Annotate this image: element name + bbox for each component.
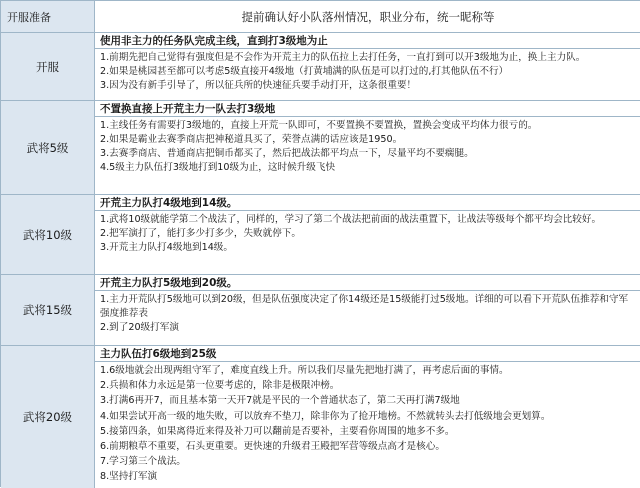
section-line: 1.前期先把自己觉得有强度但是不会作为开荒主力的队伍拉上去打任务，一直打到可以开3级地为止，换上主力队。 (100, 52, 586, 63)
section-line: 2.如果是霸业去赛季商店把神秘道具买了，荣誉点满的话应该是1950。 (100, 133, 403, 145)
section-title: 使用非主力的任务队完成主线，直到打3级地为止 (95, 33, 640, 49)
section-label: 武将20级 (1, 346, 95, 488)
section-label: 武将5级 (1, 101, 95, 194)
section-line: 1.6级地就会出现两组守军了，难度直线上升。所以我们尽量先把地打满了，再考虑后面的事情。 (100, 365, 509, 376)
section-label: 武将15级 (1, 275, 95, 345)
section-line: 1.主线任务有需要打3级地的，直接上开荒一队即可，不要置换不要置换，置换会变成平均体力很亏的。 (100, 120, 538, 131)
section-title: 开荒主力队打4级地到14级。 (95, 195, 640, 211)
section-line: 3.打满6再开7，而且基本第一天开7就是平民的一个普通状态了，第二天再打满7级地 (100, 395, 460, 407)
section-row-level5 (1, 101, 640, 195)
section-line: 2.兵损和体力永远是第一位要考虑的，除非是极限冲榜。 (100, 380, 340, 392)
header-row (1, 1, 640, 33)
section-title: 不置换直接上开荒主力一队去打3级地 (95, 101, 640, 117)
section-line: 1.主力开荒队打5级地可以到20级，但是队伍强度决定了你14级还是15级能打过5级地。详细的可以看下开荒队伍推荐和守军强度推荐表 (100, 294, 629, 319)
section-line: 2.把军演打了，能打多少打多少，失败就停下。 (100, 227, 302, 239)
header-note-cell: 提前确认好小队落州情况，职业分布，统一昵称等 (241, 9, 495, 24)
section-content (95, 101, 640, 194)
section-label: 武将10级 (1, 195, 95, 274)
section-row-level20 (1, 346, 640, 488)
section-line: 3.开荒主力队打4级地到14级。 (100, 241, 233, 253)
section-line: 3.因为没有新手引导了，所以征兵所的快速征兵要手动打开，这条很重要！ (100, 79, 417, 91)
header-prep-cell: 开服准备 (1, 1, 95, 32)
section-label: 开服 (1, 33, 95, 100)
section-body (95, 117, 640, 177)
section-line: 2.到了20级打军演 (100, 321, 179, 333)
section-line: 2.如果是桃园甚至都可以考虑5级直接开4级地（打黄埔满的队伍是可以打过的,打其他队伍不行） (100, 65, 509, 77)
section-content (95, 275, 640, 345)
section-content (95, 195, 640, 274)
section-content (95, 33, 640, 100)
section-line: 5.接第四条，如果离得近来得及补刀可以翻前是否要补，主要看你周围的地多不多。 (100, 425, 455, 437)
section-body (95, 291, 640, 337)
section-line: 4.5级主力队伍打3级地打到10级为止，这时候升级飞快 (100, 161, 336, 173)
section-line: 6.前期粮草不重要，石头更重要。更快速的升级君王殿把军营等级点高才是核心。 (100, 441, 445, 453)
section-title: 开荒主力队打5级地到20级。 (95, 275, 640, 291)
section-body (95, 211, 640, 257)
section-row-level10 (1, 195, 640, 275)
section-row-kaifu (1, 33, 640, 101)
section-content (95, 346, 640, 488)
section-row-level15 (1, 275, 640, 346)
section-line: 4.如果尝试开高一级的地失败，可以放弃不垫刀，除非你为了抢开地榜。不然就转头去打低级地会更划算。 (100, 410, 551, 422)
section-body (95, 49, 640, 95)
section-line: 8.坚持打军演 (100, 471, 158, 483)
section-title: 主力队伍打6级地到25级 (95, 346, 640, 362)
section-line: 3.去赛季商店、普通商店把铜币都买了，然后把战法都平均点一下，尽量平均不要瘸腿。 (100, 147, 474, 159)
section-line: 1.武将10级就能学第二个战法了，同样的，学习了第二个战法把前面的战法重置下，让战法等级每个都平均会比较好。 (100, 214, 602, 225)
section-line: 7.学习第三个战法。 (100, 456, 186, 468)
section-body (95, 362, 640, 487)
